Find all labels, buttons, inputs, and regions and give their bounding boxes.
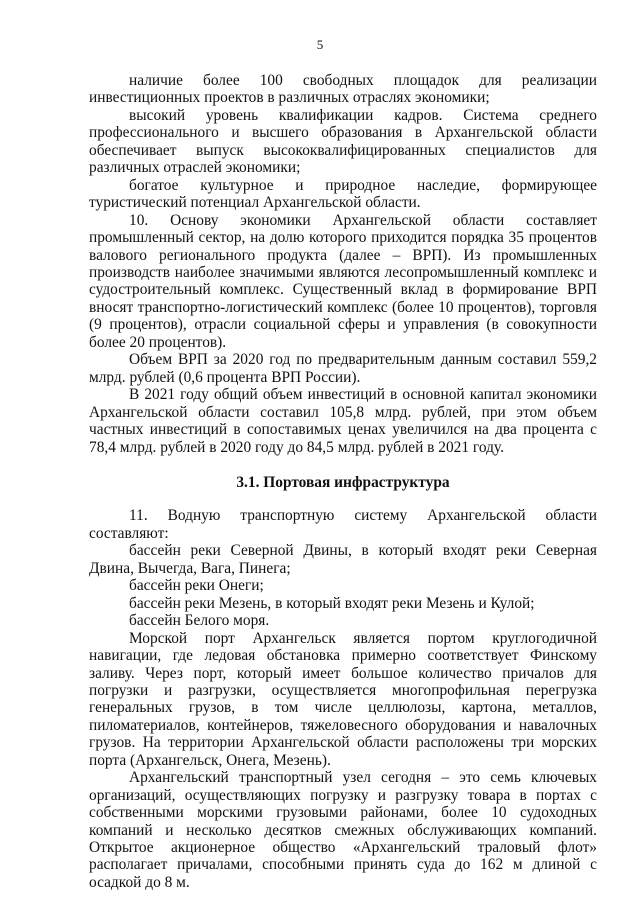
paragraph-cultural-heritage: богатое культурное и природное наследие, формирующее туристический потенциал Архангельской области. [89,176,597,212]
paragraph-transport-hub: Архангельский транспортный узел сегодня – это семь ключевых организаций, осуществляющих погрузку и разгрузку товара в портах с собственными морскими грузовыми районами, более 10 судоходных компаний и несколько десятков смежных обслуживающих компаний. Открытое акционерное общество «Архангельский траловый флот» располагает причалами, способными принять суда до 162 м длиной с осадкой до 8 м. [89,769,597,891]
page-number: 5 [316,37,324,52]
list-item-northern-dvina-basin: бассейн реки Северной Двины, в который входят реки Северная Двина, Вычегда, Вага, Пинега; [89,542,597,577]
paragraph-water-system: 11. Водную транспортную систему Архангельской области составляют: [89,507,597,542]
paragraph-grp-volume: Объем ВРП за 2020 год по предварительным данным составил 559,2 млрд. рублей (0,6 процента ВРП России). [89,351,597,386]
list-item-mezen-basin: бассейн реки Мезень, в который входят реки Мезень и Кулой; [129,594,535,612]
paragraph-investments: В 2021 году общий объем инвестиций в основной капитал экономики Архангельской области составил 105,8 млрд. рублей, при этом объем частных инвестиций в сопоставимых ценах увеличился на два процента с 78,4 млрд. рублей в 2020 году до 84,5 млрд. рублей в 2021 году. [89,386,597,456]
paragraph-economy-basis: 10. Основу экономики Архангельской области составляет промышленный сектор, на долю которого приходится порядка 35 процентов валового регионального продукта (далее – ВРП). Из промышленных производств наиболее значимыми являются лесопромышленный комплекс и судостроительный комплекс. Существенный вклад в формирование ВРП вносят транспортно-логистический комплекс (более 10 процентов), торговля (9 процентов), отрасли социальной сферы и управления (в совокупности более 20 процентов). [89,211,597,351]
paragraph-arkhangelsk-port: Морской порт Архангельск является портом круглогодичной навигации, где ледовая обстановка примерно соответствует Финскому заливу. Через порт, который имеет большое количество причалов для погрузки и разгрузки, осуществляется многопрофильная перегрузка генеральных грузов, в том числе целлюлозы, картона, металлов, пиломатериалов, контейнеров, тяжеловесного оборудования и навалочных грузов. На территории Архангельской области расположены три морских порта (Архангельск, Онега, Мезень). [89,629,597,769]
paragraph-qualified-staff: высокий уровень квалификации кадров. Система среднего профессионального и высшего образования в Архангельской области обеспечивает выпуск высококвалифицированных специалистов для различных отраслей экономики; [89,106,597,177]
list-item-white-sea-basin: бассейн Белого моря. [129,612,270,630]
section-heading: 3.1. Портовая инфраструктура [236,473,450,491]
list-item-onega-basin: бассейн реки Онеги; [129,577,264,595]
document-body [89,72,597,891]
paragraph-free-sites: наличие более 100 свободных площадок для реализации инвестиционных проектов в различных отраслях экономики; [89,72,597,107]
